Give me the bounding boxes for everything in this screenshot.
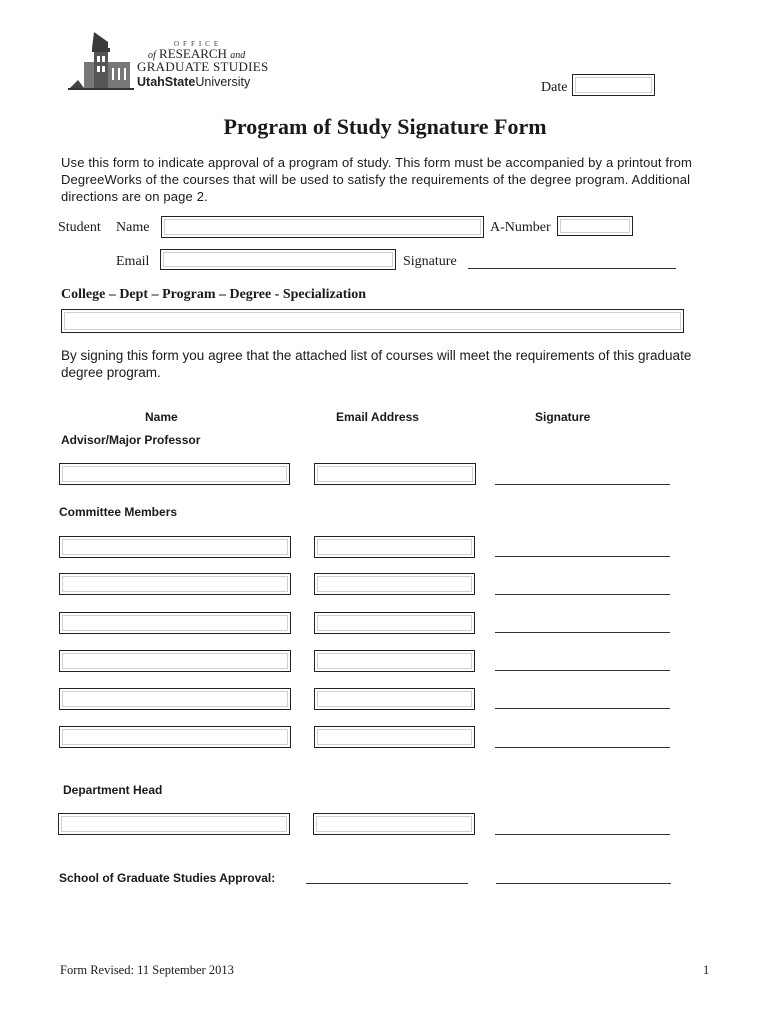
student-signature-line[interactable]	[468, 268, 676, 269]
intro-text: Use this form to indicate approval of a program of study. This form must be accompanied by a printout from DegreeWorks of the courses that will be used to satisfy the requirements of the degree program. Additional directions are on page 2.	[61, 155, 693, 204]
committee-name-field[interactable]	[59, 650, 291, 672]
committee-name-field[interactable]	[59, 726, 291, 748]
advisor-email-field[interactable]	[314, 463, 476, 485]
anumber-field[interactable]	[557, 216, 633, 236]
committee-signature-line[interactable]	[495, 708, 670, 709]
logo-graduate-text: GRADUATE STUDIES	[137, 59, 269, 74]
dept-head-name-field[interactable]	[58, 813, 290, 835]
student-name-field[interactable]	[161, 216, 484, 238]
committee-email-field[interactable]	[314, 726, 475, 748]
signature-label: Signature	[403, 254, 457, 269]
committee-name-field[interactable]	[59, 612, 291, 634]
name-label: Name	[116, 220, 150, 235]
committee-signature-line[interactable]	[495, 747, 670, 748]
committee-signature-line[interactable]	[495, 670, 670, 671]
student-email-field[interactable]	[160, 249, 396, 270]
page-number: 1	[703, 963, 710, 977]
agreement-text: By signing this form you agree that the attached list of courses will meet the requirements of this graduate degree program.	[61, 348, 692, 380]
committee-email-field[interactable]	[314, 650, 475, 672]
logo-office-text: OFFICE	[174, 40, 223, 48]
email-label: Email	[116, 254, 150, 269]
anumber-label: A-Number	[490, 220, 551, 235]
college-field[interactable]	[61, 309, 684, 333]
committee-name-field[interactable]	[59, 688, 291, 710]
column-header-email: Email Address	[336, 410, 419, 424]
footer-revised: Form Revised: 11 September 2013	[60, 963, 234, 977]
advisor-section-label: Advisor/Major Professor	[61, 433, 201, 447]
committee-signature-line[interactable]	[495, 556, 670, 557]
advisor-name-field[interactable]	[59, 463, 290, 485]
committee-email-field[interactable]	[314, 536, 475, 558]
grad-approval-line-2[interactable]	[496, 883, 671, 884]
dept-head-email-field[interactable]	[313, 813, 475, 835]
committee-name-field[interactable]	[59, 536, 291, 558]
grad-approval-line-1[interactable]	[306, 883, 468, 884]
column-header-signature: Signature	[535, 410, 591, 424]
page-title: Program of Study Signature Form	[223, 114, 547, 139]
college-label: College – Dept – Program – Degree - Specialization	[61, 287, 367, 302]
committee-signature-line[interactable]	[495, 632, 670, 633]
committee-email-field[interactable]	[314, 573, 475, 595]
logo-research-text: of RESEARCH and	[148, 46, 246, 61]
committee-email-field[interactable]	[314, 612, 475, 634]
dept-head-signature-line[interactable]	[495, 834, 670, 835]
grad-approval-label: School of Graduate Studies Approval:	[59, 871, 276, 885]
advisor-signature-line[interactable]	[495, 484, 670, 485]
committee-name-field[interactable]	[59, 573, 291, 595]
date-field[interactable]	[572, 74, 655, 96]
committee-email-field[interactable]	[314, 688, 475, 710]
student-label: Student	[58, 220, 101, 235]
column-header-name: Name	[145, 410, 178, 424]
committee-section-label: Committee Members	[59, 505, 178, 519]
usu-tower-logo	[68, 28, 134, 92]
date-label: Date	[541, 80, 568, 95]
dept-head-section-label: Department Head	[63, 783, 163, 797]
logo-usu-text: UtahStateUniversity	[137, 75, 251, 89]
committee-signature-line[interactable]	[495, 594, 670, 595]
